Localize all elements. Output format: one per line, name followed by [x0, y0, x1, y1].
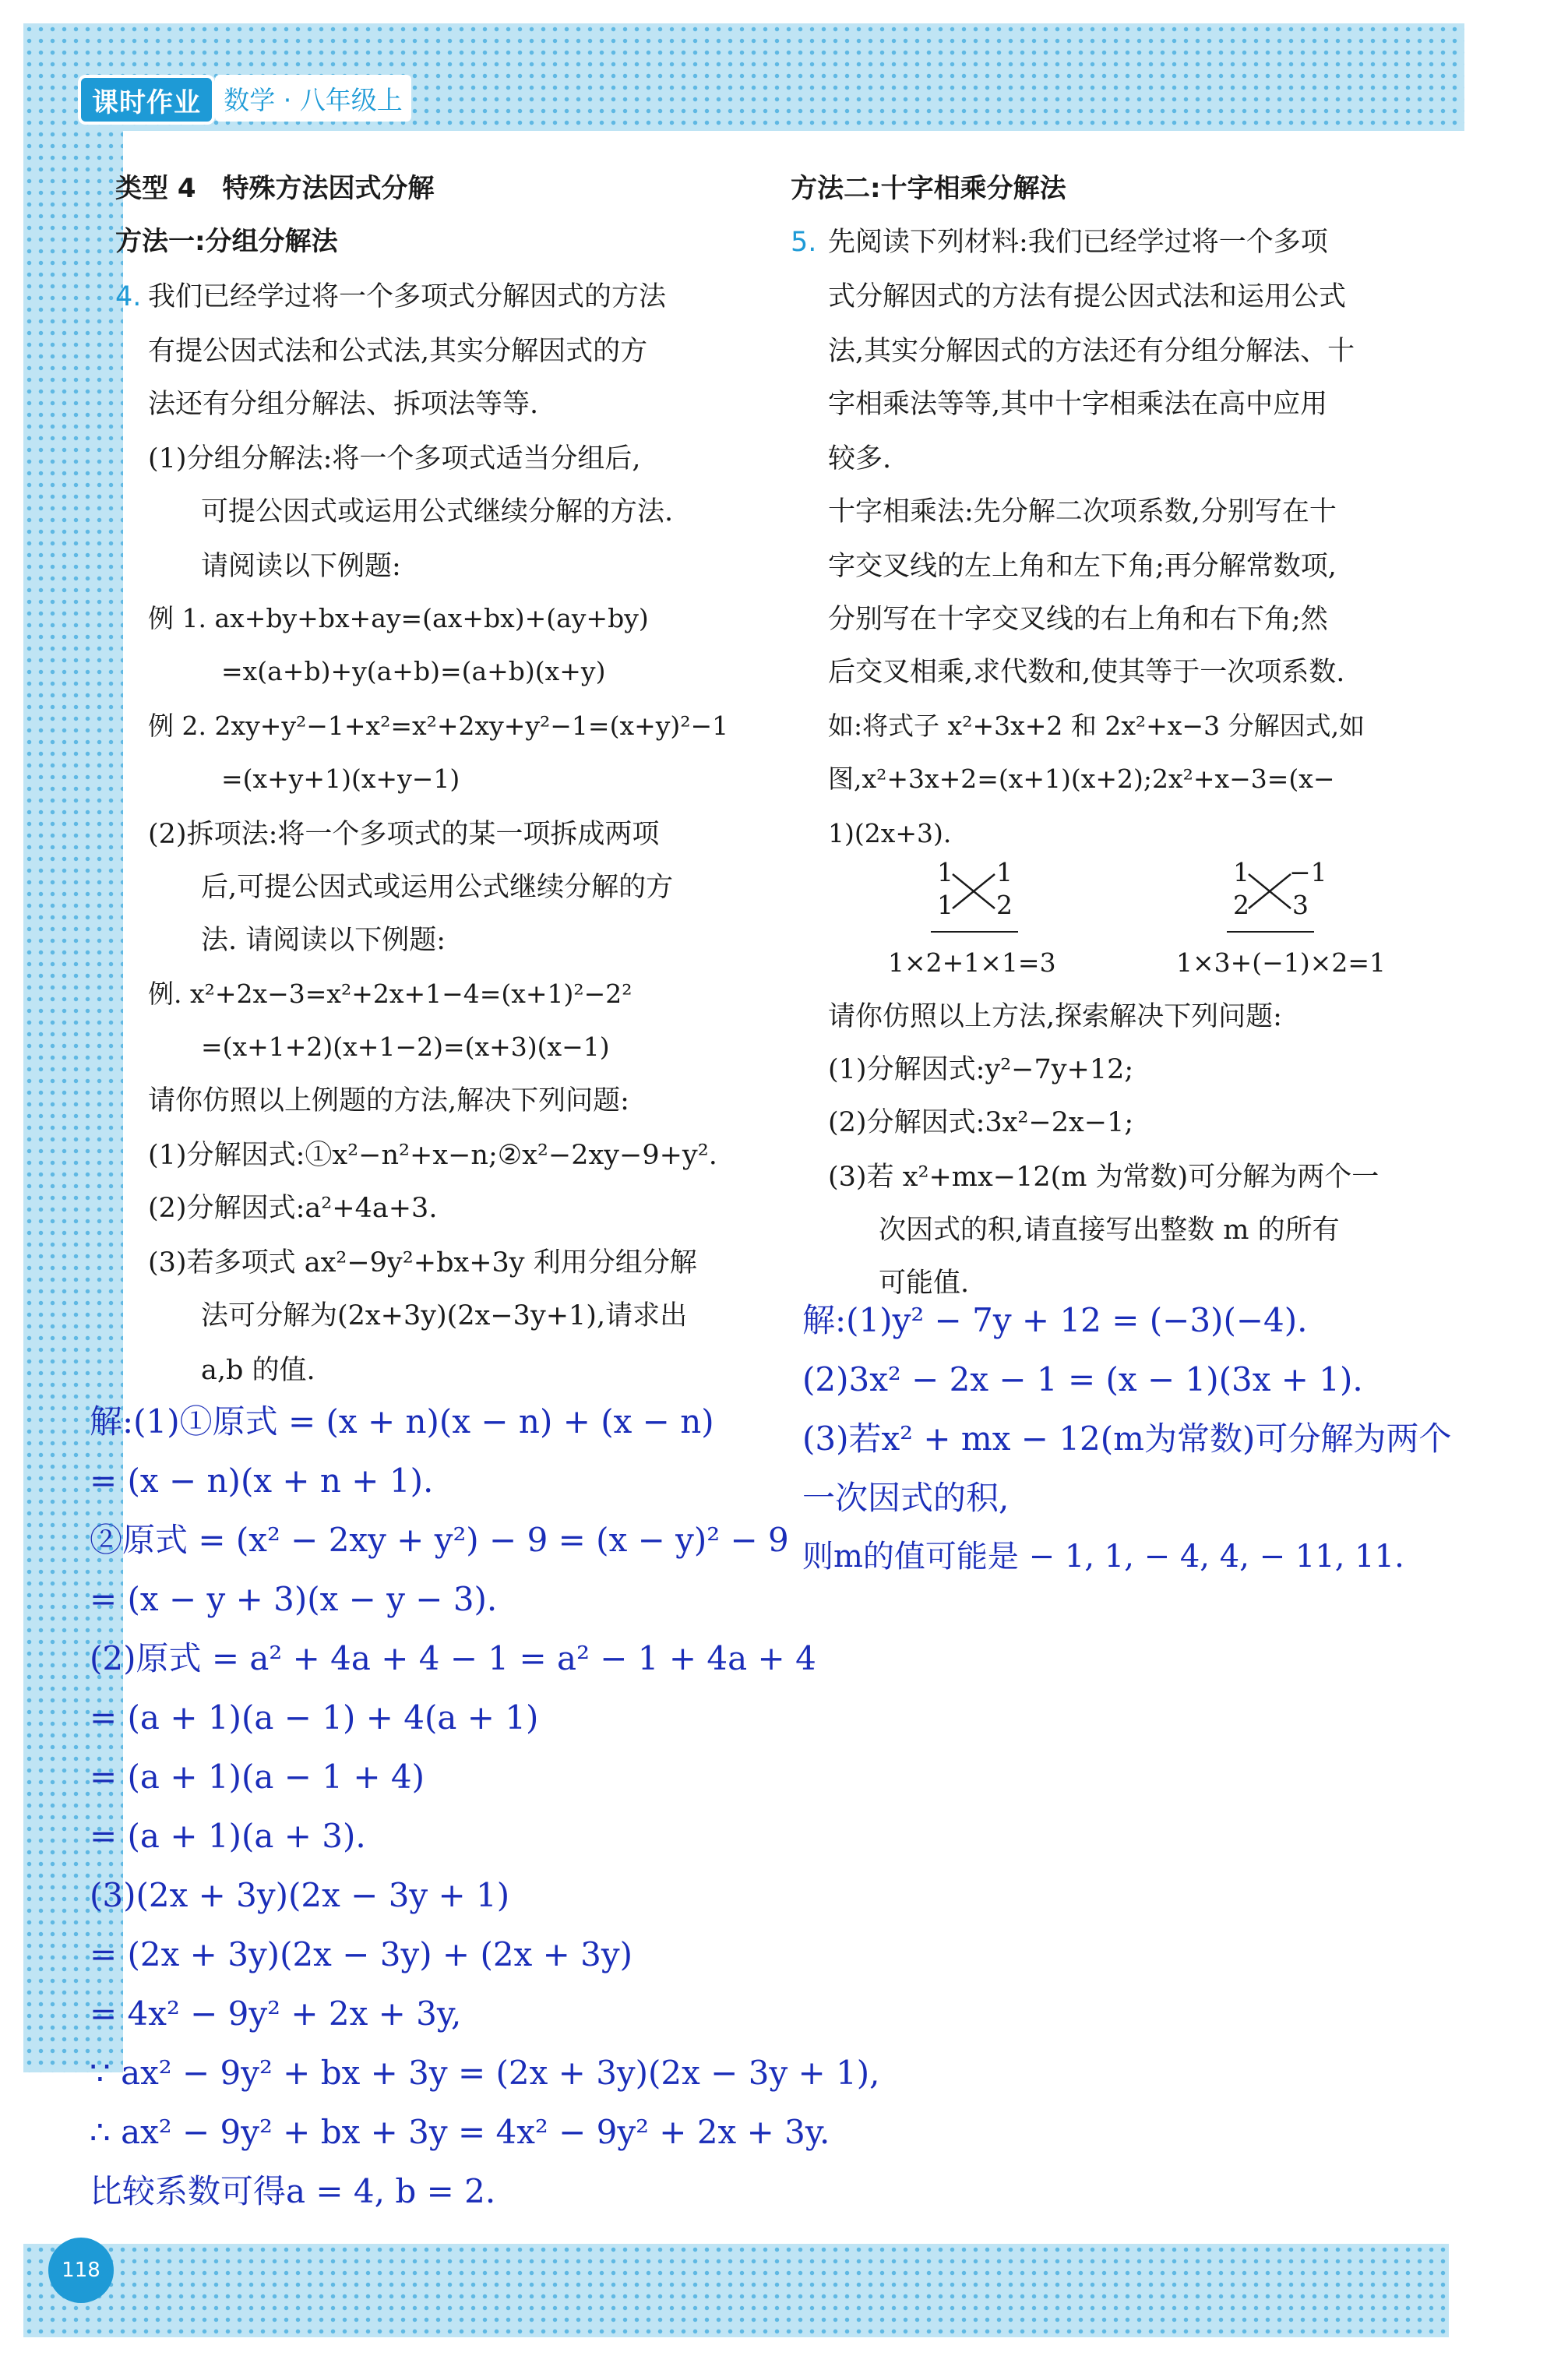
- solution-left-line: (3)(2x + 3y)(2x − 3y + 1): [90, 1876, 510, 1914]
- part1-line: 可提公因式或运用公式继续分解的方法.: [201, 496, 674, 527]
- right-question-line: 可能值.: [879, 1268, 970, 1299]
- part2-line: 后,可提公因式或运用公式继续分解的方: [201, 872, 674, 903]
- solution-right-line: 则m的值可能是 − 1, 1, − 4, 4, − 11, 11.: [802, 1539, 1404, 1575]
- solution-left-line: = (2x + 3y)(2x − 3y) + (2x + 3y): [90, 1935, 632, 1973]
- solution-left-line: = (a + 1)(a + 3).: [90, 1817, 366, 1855]
- material-line: 分别写在十字交叉线的右上角和右下角;然: [828, 604, 1328, 635]
- problem-5-line: 字相乘法等等,其中十字相乘法在高中应用: [828, 389, 1328, 420]
- method-two-title: 方法二:十字相乘分解法: [791, 173, 1066, 204]
- cross2-lines: [1227, 857, 1336, 943]
- instruction: 请你仿照以上例题的方法,解决下列问题:: [148, 1085, 629, 1116]
- part2-line: 法. 请阅读以下例题:: [201, 925, 446, 956]
- example2-line: =(x+y+1)(x+y−1): [221, 764, 460, 794]
- solution-right-line: (2)3x² − 2x − 1 = (x − 1)(3x + 1).: [802, 1360, 1363, 1398]
- solution-right-line: (3)若x² + mx − 12(m为常数)可分解为两个: [802, 1420, 1452, 1458]
- question-line: (1)分解因式:①x²−n²+x−n;②x²−2xy−9+y².: [148, 1140, 717, 1171]
- problem-4-line: 有提公因式法和公式法,其实分解因式的方: [148, 336, 648, 367]
- cross-diagram-2: [1227, 857, 1336, 943]
- solution-left-line: = (x − n)(x + n + 1).: [90, 1462, 434, 1500]
- cross1-formula: 1×2+1×1=3: [888, 947, 1056, 978]
- material-line: 如:将式子 x²+3x+2 和 2x²+x−3 分解因式,如: [828, 711, 1365, 741]
- material-line: 十字相乘法:先分解二次项系数,分别写在十: [828, 496, 1337, 527]
- right-question-line: (1)分解因式:y²−7y+12;: [828, 1054, 1134, 1085]
- question-line: (3)若多项式 ax²−9y²+bx+3y 利用分组分解: [148, 1247, 697, 1278]
- solution-right-line: 解:(1)y² − 7y + 12 = (−3)(−4).: [802, 1301, 1308, 1339]
- cross-diagram-1: [931, 857, 1040, 943]
- example3-line: =(x+1+2)(x+1−2)=(x+3)(x−1): [201, 1032, 610, 1062]
- method-one-title: 方法一:分组分解法: [115, 226, 338, 257]
- solution-left-line: = (a + 1)(a − 1) + 4(a + 1): [90, 1698, 539, 1737]
- cross1-lines: [931, 857, 1040, 943]
- page-number: 118: [48, 2238, 114, 2303]
- cross2-bottom-right: 3: [1292, 890, 1309, 920]
- problem-4-number: 4.: [115, 281, 142, 312]
- brand-logo: 课时作业: [78, 75, 215, 125]
- right-question-line: (2)分解因式:3x²−2x−1;: [828, 1107, 1134, 1138]
- material-line: 图,x²+3x+2=(x+1)(x+2);2x²+x−3=(x−: [828, 764, 1335, 794]
- problem-5-line: 法,其实分解因式的方法还有分组分解法、十: [828, 336, 1355, 367]
- solution-left-line: ②原式 = (x² − 2xy + y²) − 9 = (x − y)² − 9: [90, 1521, 789, 1559]
- cross1-top-left: 1: [937, 857, 953, 887]
- cross2-top-right: −1: [1289, 857, 1327, 887]
- solution-left-line: = (x − y + 3)(x − y − 3).: [90, 1580, 498, 1618]
- material-line: 字交叉线的左上角和左下角;再分解常数项,: [828, 551, 1337, 582]
- material-line: 1)(2x+3).: [828, 818, 952, 848]
- example2-line: 例 2. 2xy+y²−1+x²=x²+2xy+y²−1=(x+y)²−1: [148, 711, 729, 741]
- problem-5-line: 式分解因式的方法有提公因式法和运用公式: [828, 281, 1347, 312]
- example3-line: 例. x²+2x−3=x²+2x+1−4=(x+1)²−2²: [148, 979, 632, 1009]
- cross2-formula: 1×3+(−1)×2=1: [1176, 947, 1386, 978]
- solution-left-line: = 4x² − 9y² + 2x + 3y,: [90, 1994, 462, 2033]
- problem-4-line: 法还有分组分解法、拆项法等等.: [148, 389, 539, 420]
- cross1-top-right: 1: [996, 857, 1013, 887]
- part1-line: 请阅读以下例题:: [201, 551, 401, 582]
- part2-line: (2)拆项法:将一个多项式的某一项拆成两项: [148, 819, 660, 850]
- solution-left-line: 比较系数可得a = 4, b = 2.: [90, 2172, 496, 2210]
- problem-5-number: 5.: [791, 227, 817, 258]
- solution-left-line: ∴ ax² − 9y² + bx + 3y = 4x² − 9y² + 2x + 3y.: [90, 2113, 830, 2151]
- solution-left-line: ∵ ax² − 9y² + bx + 3y = (2x + 3y)(2x − 3y + 1),: [90, 2054, 880, 2092]
- problem-4-line: 我们已经学过将一个多项式分解因式的方法: [148, 281, 667, 312]
- right-question-line: (3)若 x²+mx−12(m 为常数)可分解为两个一: [828, 1162, 1379, 1193]
- subject-label: 数学 · 八年级上: [215, 75, 411, 122]
- cross2-bottom-left: 2: [1233, 890, 1249, 920]
- cross1-bottom-left: 1: [937, 890, 953, 920]
- problem-5-line: 先阅读下列材料:我们已经学过将一个多项: [828, 227, 1328, 258]
- example1-line: =x(a+b)+y(a+b)=(a+b)(x+y): [221, 656, 606, 686]
- bottom-dotted-border: [23, 2244, 1449, 2337]
- cross2-top-left: 1: [1233, 857, 1249, 887]
- question-line: a,b 的值.: [201, 1355, 315, 1386]
- right-instruction: 请你仿照以上方法,探索解决下列问题:: [828, 1001, 1282, 1032]
- solution-right-line: 一次因式的积,: [802, 1479, 1010, 1517]
- solution-left-line: 解:(1)①原式 = (x + n)(x − n) + (x − n): [90, 1402, 714, 1441]
- right-question-line: 次因式的积,请直接写出整数 m 的所有: [879, 1215, 1340, 1246]
- part1-line: (1)分组分解法:将一个多项式适当分组后,: [148, 443, 641, 474]
- solution-left-line: = (a + 1)(a − 1 + 4): [90, 1758, 425, 1796]
- cross1-bottom-right: 2: [996, 890, 1013, 920]
- question-line: (2)分解因式:a²+4a+3.: [148, 1193, 438, 1224]
- problem-5-line: 较多.: [828, 443, 892, 474]
- section-title: 类型 4 特殊方法因式分解: [115, 173, 435, 204]
- material-line: 后交叉相乘,求代数和,使其等于一次项系数.: [828, 657, 1345, 688]
- solution-left-line: (2)原式 = a² + 4a + 4 − 1 = a² − 1 + 4a + 4: [90, 1639, 816, 1677]
- question-line: 法可分解为(2x+3y)(2x−3y+1),请求出: [201, 1300, 688, 1331]
- example1-line: 例 1. ax+by+bx+ay=(ax+bx)+(ay+by): [148, 603, 649, 633]
